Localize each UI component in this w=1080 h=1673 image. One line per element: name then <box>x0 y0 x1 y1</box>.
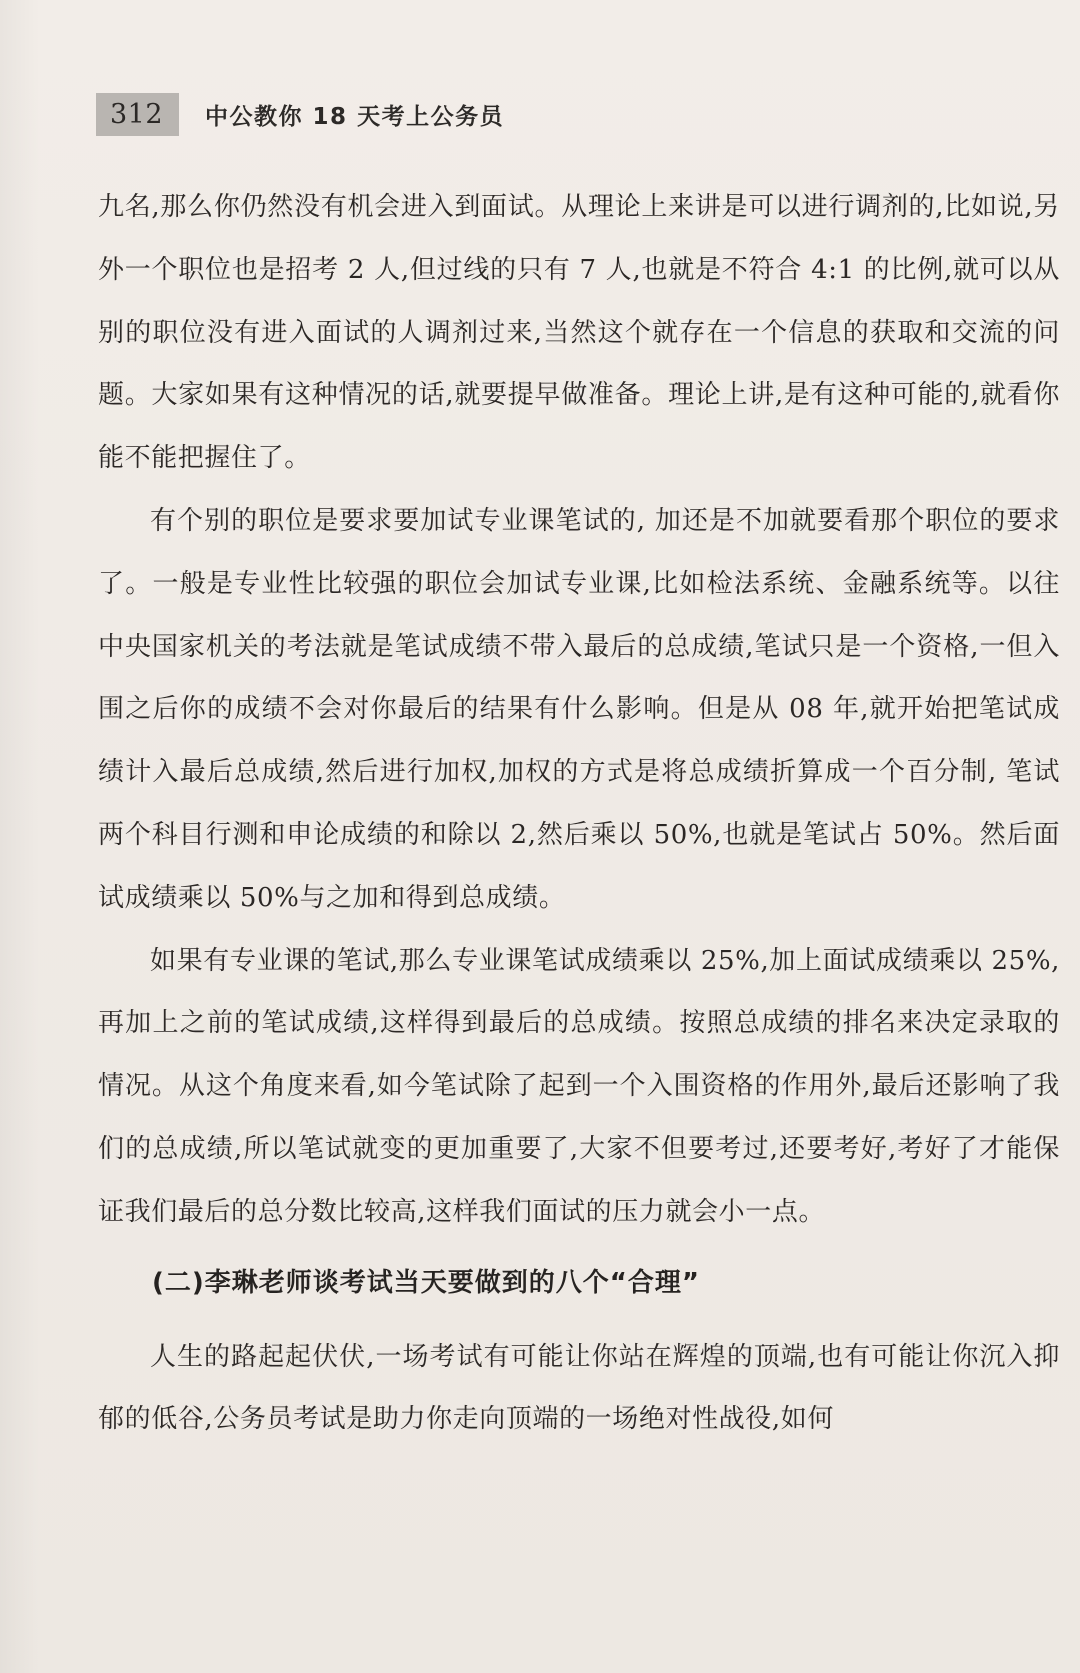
book-title: 中公教你 18 天考上公务员 <box>205 103 505 130</box>
page-number: 312 <box>96 93 179 136</box>
section-heading: (二)李琳老师谈考试当天要做到的八个“合理” <box>152 1267 700 1298</box>
closing-paragraph: 人生的路起起伏伏,一场考试有可能让你站在辉煌的顶端,也有可能让你沉入抑郁的低谷,公务员考试是助力你走向顶端的一场绝对性战役,如何 <box>98 1341 1060 1435</box>
paragraph-2: 有个别的职位是要求要加试专业课笔试的, 加还是不加就要看那个职位的要求了。一般是专业性比较强的职位会加试专业课,比如检法系统、金融系统等。以往中央国家机关的考法就是笔试成绩不带入最后的总成绩,笔试只是一个资格,一但入围之后你的成绩不会对你最后的结果有什么影响。但是从 08 年,就开始把笔试成绩计入最后总成绩,然后进行加权,加权的方式是将总成绩折算成一个百分制, 笔试两个科目行测和申论成绩的和除以 2,然后乘以 50%,也就是笔试占 50%。然后面试成绩乘以 50%与之加和得到总成绩。 <box>98 505 1060 913</box>
page-fold-shadow <box>0 0 40 1673</box>
paragraph-3: 如果有专业课的笔试,那么专业课笔试成绩乘以 25%,加上面试成绩乘以 25%,再加上之前的笔试成绩,这样得到最后的总成绩。按照总成绩的排名来决定录取的情况。从这个角度来看,如今笔试除了起到一个入围资格的作用外,最后还影响了我们的总成绩,所以笔试就变的更加重要了,大家不但要考过,还要考好,考好了才能保证我们最后的总分数比较高,这样我们面试的压力就会小一点。 <box>98 945 1060 1227</box>
running-header <box>96 88 504 140</box>
paragraph-1: 九名,那么你仍然没有机会进入到面试。从理论上来讲是可以进行调剂的,比如说,另外一个职位也是招考 2 人,但过线的只有 7 人,也就是不符合 4:1 的比例,就可以从别的职位没有进入面试的人调剂过来,当然这个就存在一个信息的获取和交流的问题。大家如果有这种情况的话,就要提早做准备。理论上讲,是有这种可能的,就看你能不能把握住了。 <box>98 192 1060 474</box>
body-text <box>98 176 1060 1451</box>
